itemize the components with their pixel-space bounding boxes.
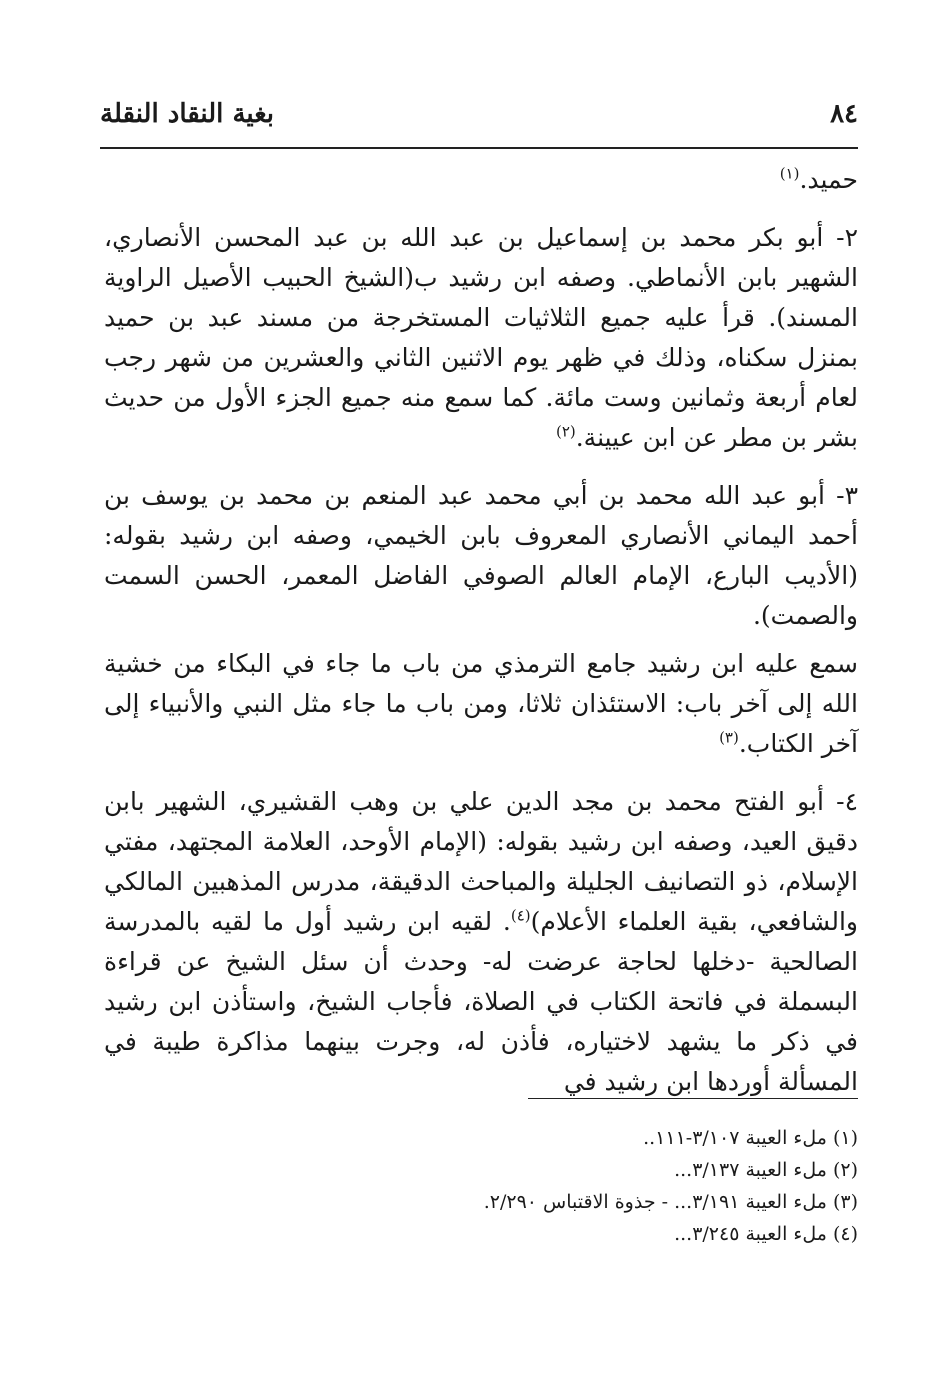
footnote-1: (١) ملء العيبة ٣/١٠٧-١١١.. (643, 1127, 858, 1149)
paragraph-text: ٣- أبو عبد الله محمد بن أبي محمد عبد المنعم بن محمد بن يوسف بن أحمد اليماني الأنصاري المعروف بابن الخيمي، وصفه ابن رشيد بقوله: (الأديب البارع، الإمام العالم الصوفي الفاضل المعمر، الحسن السمت والصمت). (104, 481, 858, 630)
paragraph-text: سمع عليه ابن رشيد جامع الترمذي من باب ما جاء في البكاء من خشية الله إلى آخر باب: الاستئذان ثلاثا، ومن باب ما جاء مثل النبي والأنبياء إلى آخر الكتاب. (104, 649, 858, 758)
running-header (100, 92, 858, 136)
page-number: ٨٤ (830, 99, 858, 129)
paragraph-entry-4 (104, 782, 858, 1102)
paragraph-text: حميد. (799, 165, 858, 194)
paragraph-text: ٤- أبو الفتح محمد بن مجد الدين علي بن وهب القشيري، الشهير بابن دقيق العيد، وصفه ابن رشيد بقوله: (الإمام الأوحد، العلامة المجتهد، مفتي الإسلام، ذو التصانيف الجليلة والمباحث الدقيقة، مدرس المذهبين المالكي والشافعي، بقية العلماء الأعلام) (104, 787, 858, 936)
paragraph-entry-2 (104, 218, 858, 458)
paragraph-text: ٢- أبو بكر محمد بن إسماعيل بن عبد الله بن عبد المحسن الأنصاري، الشهير بابن الأنماطي. وصفه ابن رشيد ب(الشيخ الحبيب الأصيل الراوية المسند). قرأ عليه جميع الثلاثيات المستخرجة من مسند عبد بن حميد بمنزل سكناه، وذلك في ظهر يوم الاثنين الثاني والعشرين من شهر رجب لعام أربعة وثمانين وست مائة. كما سمع منه جميع الجزء الأول من حديث بشر بن مطر عن ابن عيينة. (104, 223, 858, 452)
paragraph-text: . لقيه ابن رشيد أول ما لقيه بالمدرسة الصالحية -دخلها لحاجة عرضت له- وحدث أن سئل الشيخ عن قراءة البسملة في فاتحة الكتاب في الصلاة، فأجاب الشيخ، واستأذن ابن رشيد في ذكر ما يشهد لاختياره، فأذن له، وجرت بينهما مذاكرة طيبة في المسألة أوردها ابن رشيد في (104, 907, 858, 1096)
footnote-ref: (٢) (555, 422, 576, 441)
footnote-4: (٤) ملء العيبة ٣/٢٤٥... (674, 1223, 858, 1245)
footnotes (104, 1122, 858, 1250)
main-text (104, 160, 858, 1102)
footnote-rule (528, 1098, 858, 1099)
footnote-3: (٣) ملء العيبة ٣/١٩١... - جذوة الاقتباس ٢/٢٩٠. (483, 1191, 858, 1213)
footnote-ref: (٣) (719, 728, 739, 747)
header-rule (100, 147, 858, 149)
footnote-ref: (١) (779, 164, 800, 183)
book-title: بغية النقاد النقلة (100, 99, 275, 129)
footnote-ref: (٤) (510, 906, 531, 925)
footnote-2: (٢) ملء العيبة ٣/١٣٧... (674, 1159, 858, 1181)
paragraph-entry-3 (104, 476, 858, 636)
paragraph-continuation (104, 160, 858, 200)
paragraph-entry-3-cont (104, 644, 858, 764)
